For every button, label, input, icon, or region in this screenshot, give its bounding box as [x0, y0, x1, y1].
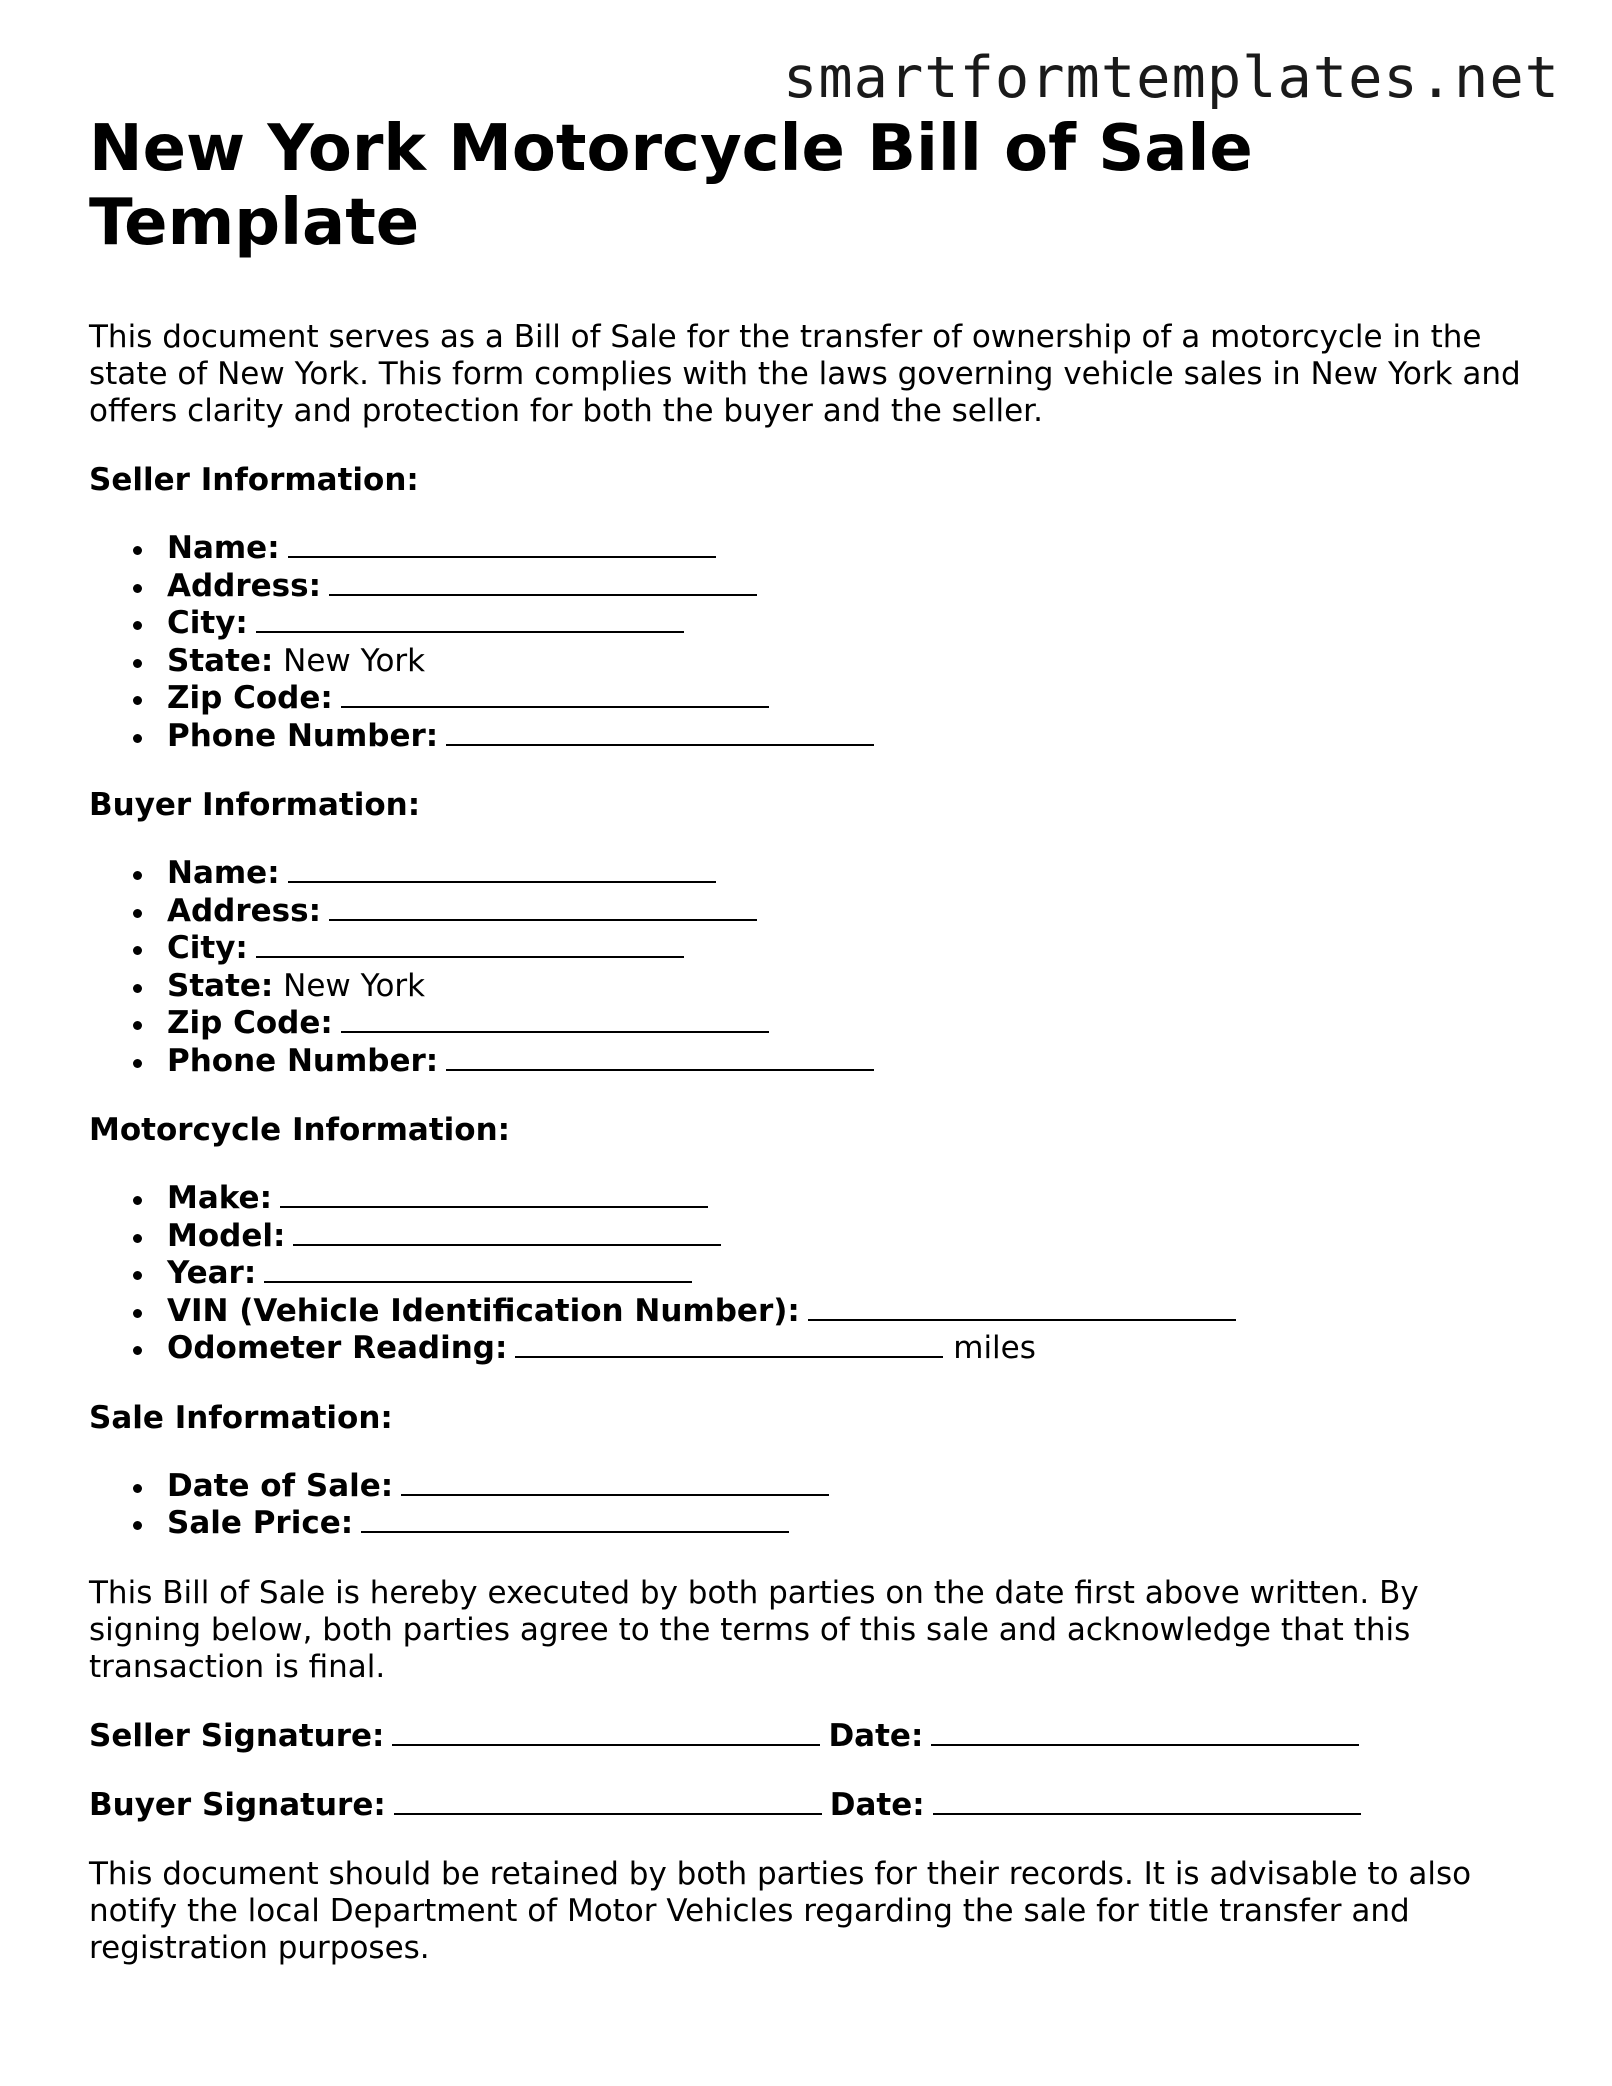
motorcycle-model-field [89, 1218, 1529, 1256]
buyer-phone-blank[interactable] [446, 1043, 874, 1071]
field-label: Zip Code: [167, 1005, 333, 1041]
seller-name-blank[interactable] [288, 530, 716, 558]
sale-section-heading: Sale Information: [89, 1399, 393, 1436]
field-label: City: [167, 605, 248, 641]
odometer-unit: miles [953, 1330, 1036, 1366]
motorcycle-year-blank[interactable] [264, 1255, 692, 1283]
sale-date-field [89, 1468, 1529, 1506]
buyer-name-blank[interactable] [288, 855, 716, 883]
motorcycle-odometer-field [89, 1330, 1529, 1368]
seller-section-heading: Seller Information: [89, 462, 419, 498]
buyer-address-field [89, 893, 1529, 931]
seller-phone-field [89, 718, 1529, 756]
intro-paragraph: This document serves as a Bill of Sale for the transfer of ownership of a motorcycle in the state of New York. This form complies with the laws governing vehicle sales in New York and offers clarity and protection for both the buyer and the seller. [89, 319, 1521, 429]
footer-paragraph: This document should be retained by both parties for their records. It is advisable to also notify the local Department of Motor Vehicles regarding the sale for title transfer and registration purposes. [89, 1855, 1472, 1966]
motorcycle-make-blank[interactable] [280, 1180, 708, 1208]
seller-city-field [89, 605, 1529, 643]
field-label: VIN (Vehicle Identification Number): [167, 1292, 800, 1329]
motorcycle-year-field [89, 1255, 1529, 1293]
seller-signature-blank[interactable] [392, 1718, 820, 1746]
seller-zip-field [89, 680, 1529, 718]
buyer-date-blank[interactable] [933, 1787, 1361, 1815]
buyer-signature-row [89, 1787, 1529, 1824]
seller-phone-blank[interactable] [446, 718, 874, 746]
field-label: Zip Code: [167, 680, 333, 716]
seller-signature-label: Seller Signature: [89, 1717, 385, 1754]
buyer-signature-blank[interactable] [394, 1787, 822, 1815]
seller-date-label: Date: [828, 1717, 924, 1754]
field-label: State: [167, 642, 274, 679]
motorcycle-vin-blank[interactable] [808, 1293, 1236, 1321]
seller-address-blank[interactable] [329, 568, 757, 596]
buyer-city-blank[interactable] [256, 930, 684, 958]
motorcycle-vin-field [89, 1293, 1529, 1331]
field-label: Name: [167, 530, 280, 566]
buyer-name-field [89, 855, 1529, 893]
field-label: Model: [167, 1217, 286, 1254]
site-watermark: smartformtemplates.net [783, 45, 1560, 111]
buyer-city-field [89, 930, 1529, 968]
field-label: Sale Price: [167, 1505, 354, 1541]
seller-signature-row [89, 1718, 1529, 1755]
seller-date-blank[interactable] [931, 1718, 1359, 1746]
sale-fields-list [89, 1468, 1529, 1543]
document-title: New York Motorcycle Bill of Sale Template [89, 112, 1253, 260]
buyer-zip-blank[interactable] [341, 1005, 769, 1033]
field-label: Odometer Reading: [167, 1330, 508, 1366]
seller-state-value: New York [283, 642, 426, 679]
motorcycle-make-field [89, 1180, 1529, 1218]
field-label: State: [167, 967, 274, 1004]
buyer-state-value: New York [283, 967, 426, 1004]
seller-state-field [89, 643, 1529, 681]
seller-name-field [89, 530, 1529, 568]
seller-city-blank[interactable] [256, 605, 684, 633]
field-label: City: [167, 930, 248, 966]
buyer-state-field [89, 968, 1529, 1006]
closing-paragraph: This Bill of Sale is hereby executed by both parties on the date first above written. By signing below, both parties agree to the terms of this sale and acknowledge that this transaction is final. [89, 1574, 1419, 1685]
sale-date-blank[interactable] [401, 1468, 829, 1496]
buyer-address-blank[interactable] [329, 893, 757, 921]
motorcycle-fields-list [89, 1180, 1529, 1368]
sale-price-field [89, 1505, 1529, 1543]
seller-zip-blank[interactable] [341, 680, 769, 708]
motorcycle-section-heading: Motorcycle Information: [89, 1112, 511, 1148]
buyer-section-heading: Buyer Information: [89, 787, 421, 823]
buyer-zip-field [89, 1005, 1529, 1043]
buyer-date-label: Date: [829, 1786, 925, 1823]
field-label: Date of Sale: [167, 1467, 394, 1504]
document-page [89, 112, 1529, 1967]
buyer-phone-field [89, 1043, 1529, 1081]
buyer-signature-label: Buyer Signature: [89, 1786, 386, 1823]
field-label: Year: [167, 1255, 257, 1291]
field-label: Name: [167, 855, 280, 891]
seller-fields-list [89, 530, 1529, 755]
motorcycle-model-blank[interactable] [293, 1218, 721, 1246]
field-label: Address: [167, 892, 321, 929]
field-label: Phone Number: [167, 1042, 439, 1079]
motorcycle-odometer-blank[interactable] [515, 1330, 943, 1358]
seller-address-field [89, 568, 1529, 606]
buyer-fields-list [89, 855, 1529, 1080]
field-label: Make: [167, 1180, 272, 1216]
field-label: Address: [167, 567, 321, 604]
field-label: Phone Number: [167, 717, 439, 754]
sale-price-blank[interactable] [361, 1505, 789, 1533]
